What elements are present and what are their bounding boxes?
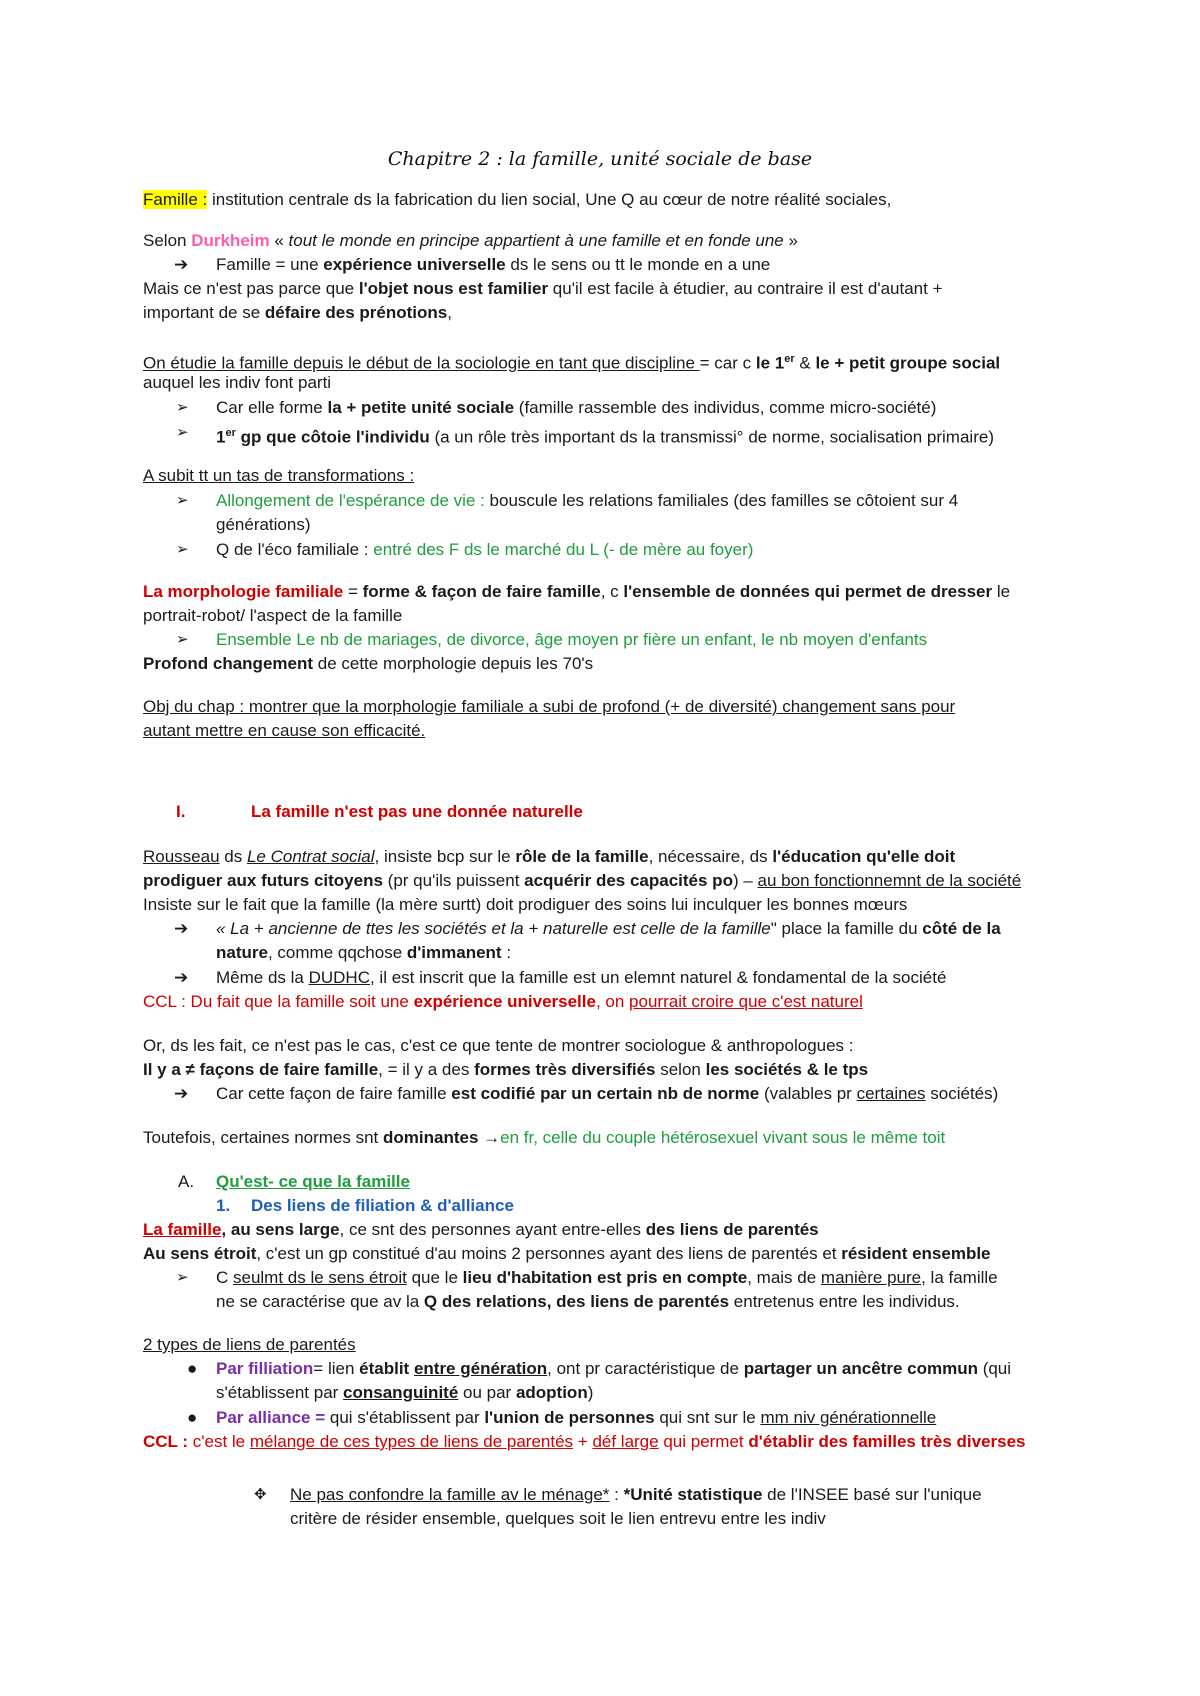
dot-bullet-icon: ● xyxy=(187,1359,198,1378)
subsection-number: A. xyxy=(178,1172,195,1191)
arrow-item: « La + ancienne de ttes les sociétés et la + naturelle est celle de la famille" place la famille du côté de la xyxy=(216,919,1001,938)
bullet-item: Par alliance = qui s'établissent par l'union de personnes qui snt sur le mm niv générationnelle xyxy=(216,1408,937,1427)
bullet-item-cont: ne se caractérise que av la Q des relations, des liens de parentés entretenus entre les individus. xyxy=(216,1292,960,1311)
paragraph-line: Mais ce n'est pas parce que l'objet nous est familier qu'il est facile à étudier, au contraire il est d'autant + xyxy=(143,279,943,298)
conclusion-line: CCL : Du fait que la famille soit une expérience universelle, on pourrait croire que c'est naturel xyxy=(143,992,863,1011)
paragraph-line: Or, ds les fait, ce n'est pas le cas, c'est ce que tente de montrer sociologue & anthropologues : xyxy=(143,1036,854,1055)
conclusion-line: CCL : c'est le mélange de ces types de liens de parentés + déf large qui permet d'établir des familles très diverses xyxy=(143,1432,1026,1451)
subsubsection-heading: Des liens de filiation & d'alliance xyxy=(251,1196,514,1215)
paragraph-line: auquel les indiv font parti xyxy=(143,373,332,392)
check-bullet-icon: ➢ xyxy=(176,399,189,416)
paragraph-line: Rousseau ds Le Contrat social, insiste bcp sur le rôle de la famille, nécessaire, ds l'éducation qu'elle doit xyxy=(143,847,956,866)
bullet-item-cont: générations) xyxy=(216,515,311,534)
check-bullet-icon: ➢ xyxy=(176,631,189,648)
arrow-right-icon: → xyxy=(478,1128,501,1147)
bullet-item: Ne pas confondre la famille av le ménage* : *Unité statistique de l'INSEE basé sur l'unique xyxy=(290,1485,982,1504)
paragraph-line: Insiste sur le fait que la famille (la mère surtt) doit prodiguer des soins lui inculquer les bonnes mœurs xyxy=(143,895,908,914)
section-subheading: A subit tt un tas de transformations : xyxy=(143,466,415,485)
arrow-item-cont: nature, comme qqchose d'immanent : xyxy=(216,943,512,962)
section-subheading: 2 types de liens de parentés xyxy=(143,1335,356,1354)
arrow-icon: ➔ xyxy=(174,919,189,938)
durkheim-line: Selon Durkheim « tout le monde en principe appartient à une famille et en fonde une » xyxy=(143,231,798,250)
bullet-item-cont: s'établissent par consanguinité ou par adoption) xyxy=(216,1383,594,1402)
arrow-icon: ➔ xyxy=(174,968,189,987)
paragraph-line: La morphologie familiale = forme & façon de faire famille, c l'ensemble de données qui permet de dresser le xyxy=(143,582,1011,601)
bullet-item: C seulmt ds le sens étroit que le lieu d'habitation est pris en compte, mais de manière pure, la famille xyxy=(216,1268,998,1287)
paragraph-line: portrait-robot/ l'aspect de la famille xyxy=(143,606,403,625)
paragraph-line: La famille, au sens large, ce snt des personnes ayant entre-elles des liens de parentés xyxy=(143,1220,819,1239)
paragraph-line: Toutefois, certaines normes snt dominantes →en fr, celle du couple hétérosexuel vivant sous le même toit xyxy=(143,1128,946,1147)
paragraph-line: Il y a ≠ façons de faire famille, = il y a des formes très diversifiés selon les sociétés & le tps xyxy=(143,1060,869,1079)
check-bullet-icon: ➢ xyxy=(176,541,189,558)
arrow-item: Famille = une expérience universelle ds le sens ou tt le monde en a une xyxy=(216,255,771,274)
check-bullet-icon: ➢ xyxy=(176,1269,189,1286)
paragraph-line: prodiguer aux futurs citoyens (pr qu'ils puissent acquérir des capacités po) – au bon fonctionnemnt de la société xyxy=(143,871,1022,890)
bullet-item: 1er gp que côtoie l'individu (a un rôle très important ds la transmissi° de norme, socialisation primaire) xyxy=(216,427,994,447)
subsubsection-number: 1. xyxy=(216,1196,231,1215)
bullet-item-cont: critère de résider ensemble, quelques soit le lien entrevu entre les indiv xyxy=(290,1509,826,1528)
check-bullet-icon: ➢ xyxy=(176,492,189,509)
check-bullet-icon: ➢ xyxy=(176,424,189,441)
paragraph-line: Au sens étroit, c'est un gp constitué d'au moins 2 personnes ayant des liens de parentés et résident ensemble xyxy=(143,1244,991,1263)
arrow-icon: ➔ xyxy=(174,255,189,274)
arrow-item: Même ds la DUDHC, il est inscrit que la famille est un elemnt naturel & fondamental de la société xyxy=(216,968,947,987)
paragraph-line: Profond changement de cette morphologie depuis les 70's xyxy=(143,654,594,673)
bullet-item: Car elle forme la + petite unité sociale (famille rassemble des individus, comme micro-société) xyxy=(216,398,937,417)
bullet-item: Q de l'éco familiale : entré des F ds le marché du L (- de mère au foyer) xyxy=(216,540,754,559)
bullet-item: Ensemble Le nb de mariages, de divorce, âge moyen pr fière un enfant, le nb moyen d'enfants xyxy=(216,630,928,649)
page-title: Chapitre 2 : la famille, unité sociale de base xyxy=(387,148,813,170)
bullet-item: Allongement de l'espérance de vie : bouscule les relations familiales (des familles se côtoient sur 4 xyxy=(216,491,959,510)
paragraph-line: important de se défaire des prénotions, xyxy=(143,303,452,322)
definition-line: Famille : institution centrale ds la fabrication du lien social, Une Q au cœur de notre réalité sociales, xyxy=(143,190,892,209)
arrow-icon: ➔ xyxy=(174,1084,189,1103)
bullet-item: Par filliation= lien établit entre génération, ont pr caractéristique de partager un ancêtre commun (qui xyxy=(216,1359,1012,1378)
highlighted-term: Famille : xyxy=(143,190,208,209)
objective-line: Obj du chap : montrer que la morphologie familiale a subi de profond (+ de diversité) changement sans pour xyxy=(143,697,956,716)
author-name: Durkheim xyxy=(191,231,270,250)
section-heading: I. xyxy=(176,802,186,821)
objective-line: autant mettre en cause son efficacité. xyxy=(143,721,426,740)
subsection-heading: Qu'est- ce que la famille xyxy=(216,1172,410,1191)
diamond-bullet-icon: ✥ xyxy=(254,1486,267,1503)
arrow-item: Car cette façon de faire famille est codifié par un certain nb de norme (valables pr certaines sociétés) xyxy=(216,1084,999,1103)
dot-bullet-icon: ● xyxy=(187,1408,198,1427)
section-heading-title: La famille n'est pas une donnée naturelle xyxy=(251,802,583,821)
paragraph-line: On étudie la famille depuis le début de la sociologie en tant que discipline = car c le 1er & le + petit groupe social xyxy=(143,353,1001,373)
